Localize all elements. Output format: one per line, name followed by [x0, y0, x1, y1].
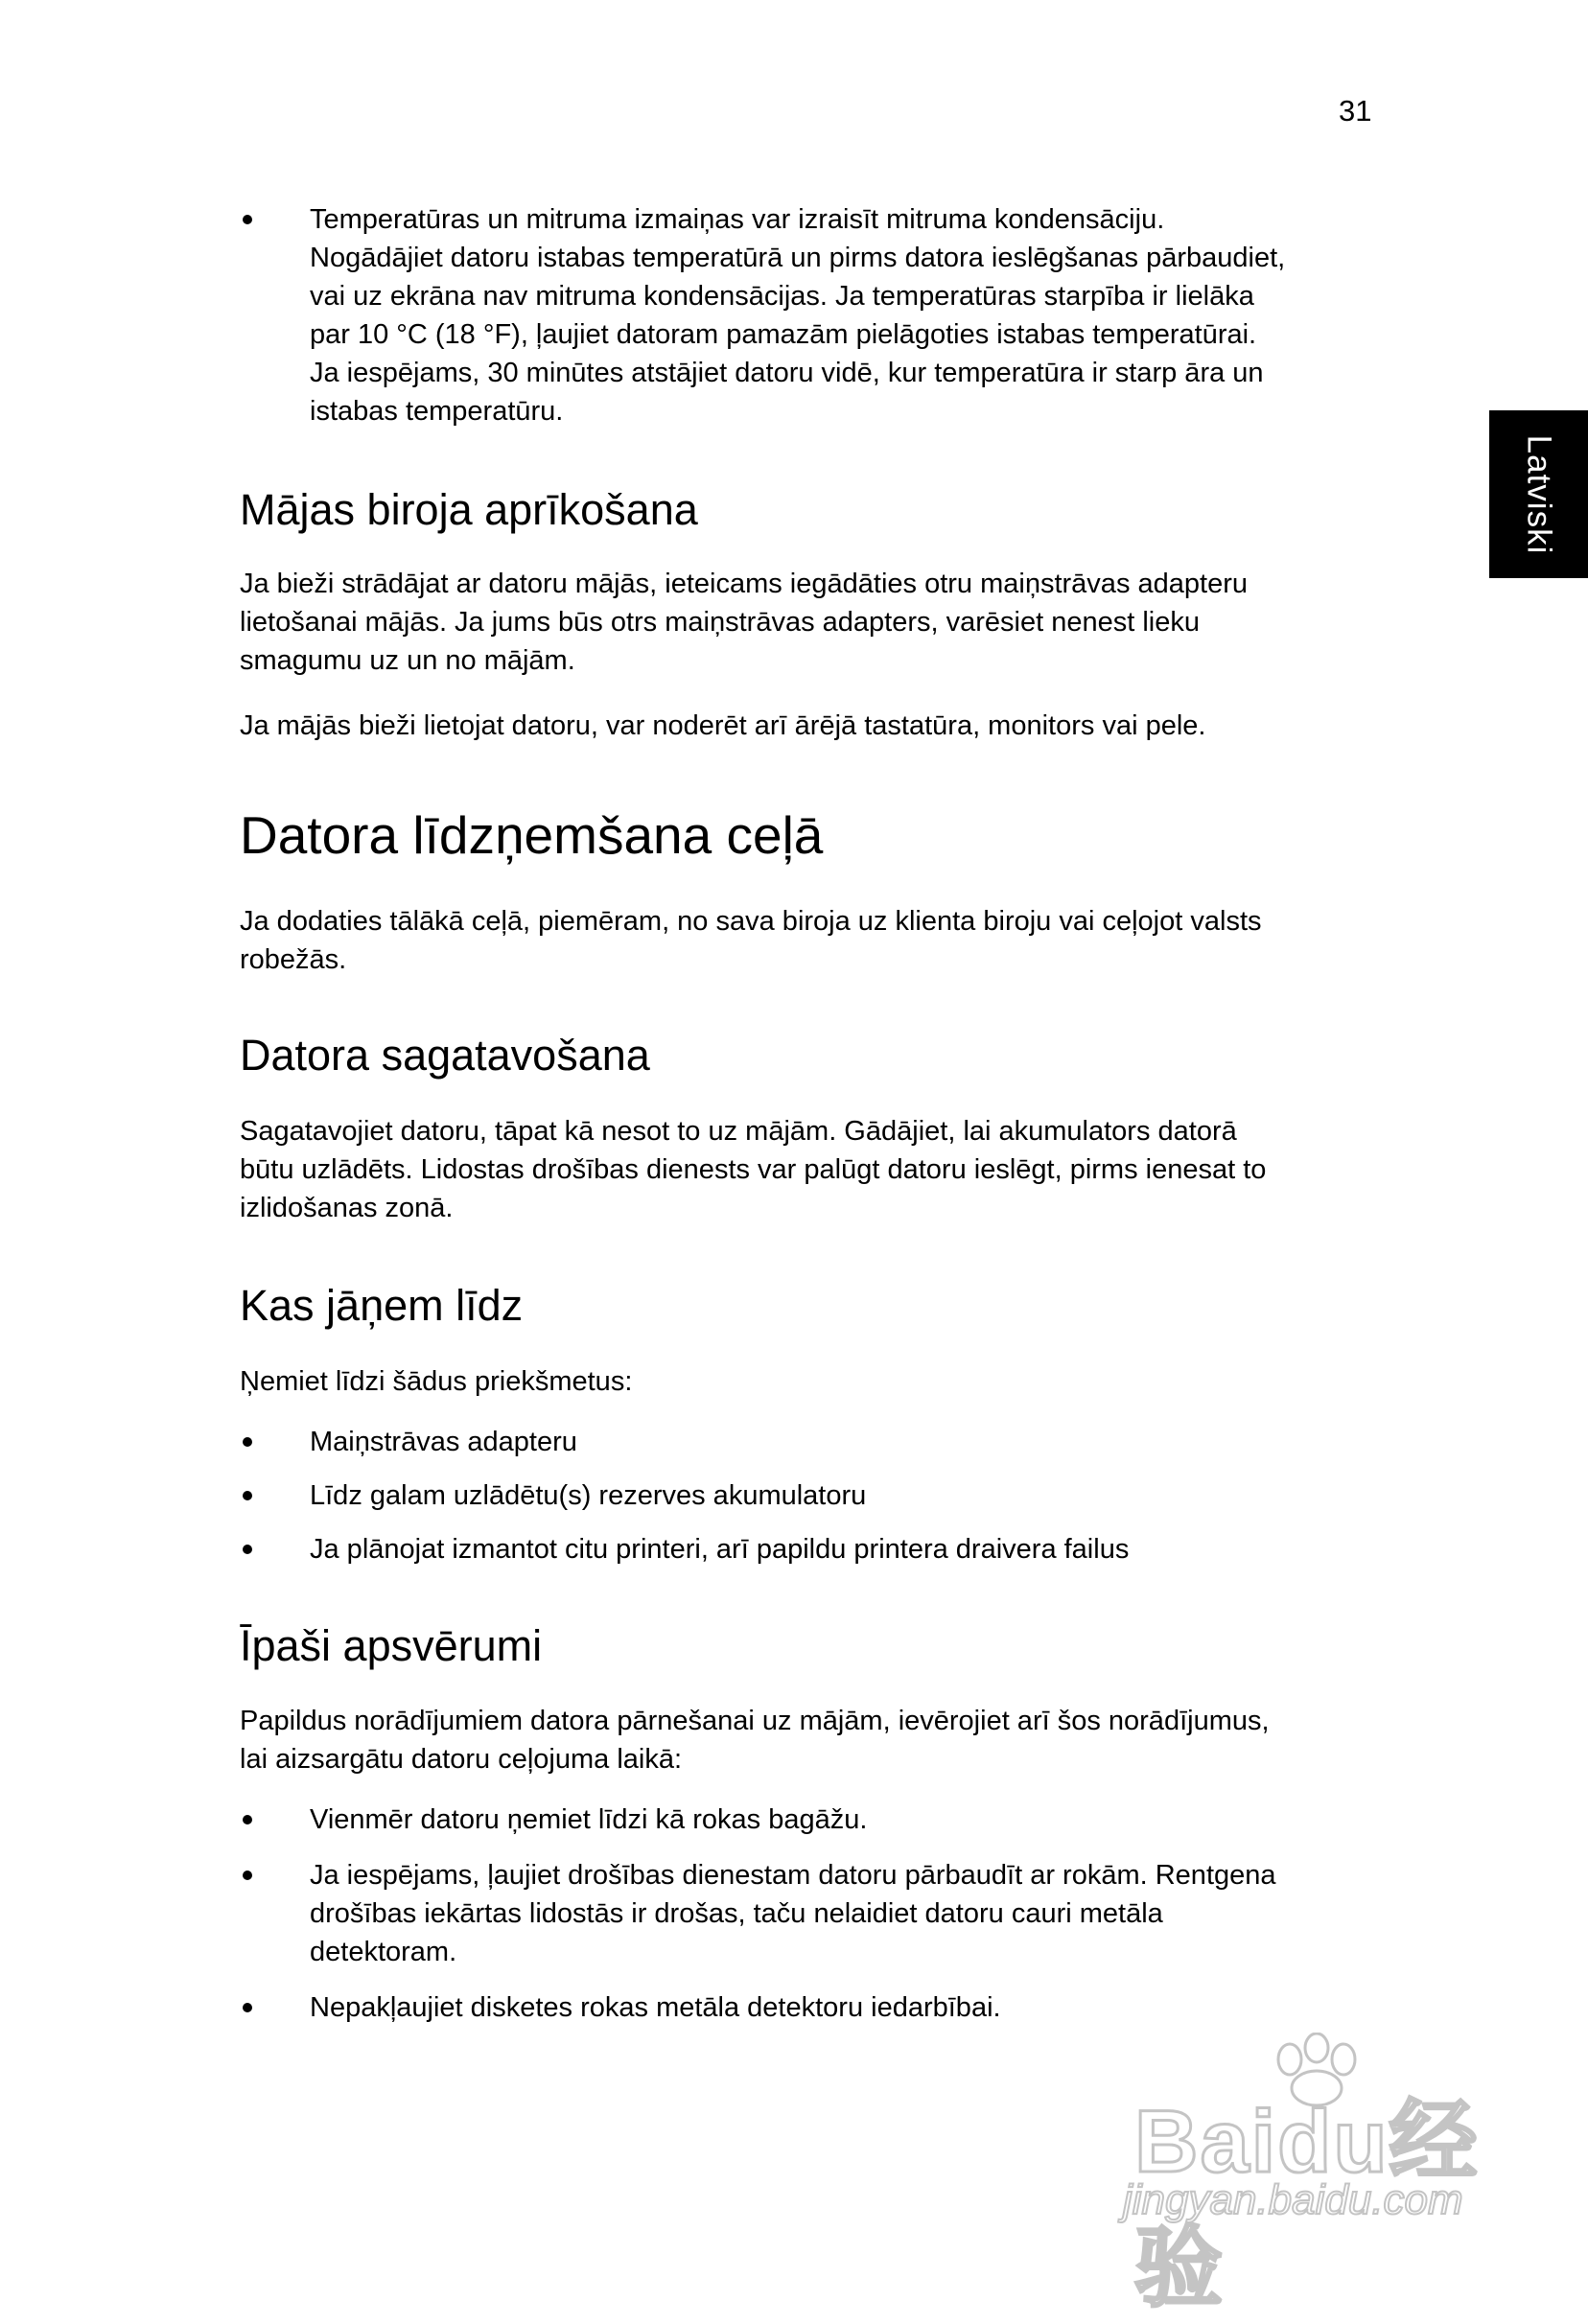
- list-item-text: Ja plānojat izmantot citu printeri, arī papildu printera draivera failus: [310, 1534, 1130, 1565]
- special-list: [240, 1801, 1381, 2027]
- list-item: [240, 1423, 1381, 1461]
- heading-home-office: Mājas biroja aprīkošana: [240, 485, 698, 534]
- bullet-icon: [243, 1871, 252, 1880]
- bullet-icon: [243, 1437, 252, 1447]
- heading-travel: Datora līdzņemšana ceļā: [240, 805, 824, 865]
- bullet-icon: [243, 1815, 252, 1824]
- list-item: [240, 1476, 1381, 1515]
- bullet-icon: [243, 1491, 252, 1500]
- language-tab: [1489, 410, 1588, 578]
- list-item: [240, 1856, 1381, 1971]
- home-office-paragraph-2: Ja mājās bieži lietojat datoru, var noderēt arī ārējā tastatūra, monitors vai pele.: [240, 710, 1206, 741]
- baidu-watermark: [1117, 2033, 1501, 2317]
- special-intro: Papildus norādījumiem datora pārnešanai uz mājām, ievērojiet arī šos norādījumus, lai aizsargātu datoru ceļojuma laikā:: [240, 1706, 1270, 1775]
- heading-special: Īpaši apsvērumi: [240, 1621, 543, 1670]
- intro-bullet-list: [240, 200, 1381, 430]
- bullet-icon: [243, 215, 252, 224]
- list-item: [240, 200, 1381, 430]
- heading-preparing: Datora sagatavošana: [240, 1031, 650, 1080]
- list-item: [240, 1801, 1381, 1839]
- bullet-icon: [243, 1545, 252, 1554]
- watermark-url: jingyan.baidu.com: [1123, 2176, 1463, 2223]
- list-item-text: Vienmēr datoru ņemiet līdzi kā rokas bagāžu.: [310, 1804, 868, 1835]
- list-item-text: Maiņstrāvas adapteru: [310, 1427, 577, 1457]
- heading-what-to-take: Kas jāņem līdz: [240, 1281, 524, 1330]
- bullet-icon: [243, 2003, 252, 2012]
- preparing-paragraph: Sagatavojiet datoru, tāpat kā nesot to uz mājām. Gādājiet, lai akumulators datorā būtu uzlādēts. Lidostas drošības dienests var palūgt datoru ieslēgt, pirms ienesat to izlidošanas zonā.: [240, 1116, 1267, 1223]
- page-number: 31: [1339, 94, 1372, 128]
- list-item-text: Nepakļaujiet disketes rokas metāla detektoru iedarbībai.: [310, 1992, 1001, 2023]
- list-item-text: Ja iespējams, ļaujiet drošības dienestam datoru pārbaudīt ar rokām. Rentgena drošības iekārtas lidostās ir drošas, taču nelaidiet datoru cauri metāla detektoram.: [310, 1860, 1276, 1967]
- watermark-brand: Baidu经验: [1134, 2093, 1480, 2317]
- list-item-text: Līdz galam uzlādētu(s) rezerves akumulatoru: [310, 1480, 867, 1511]
- home-office-paragraph-1: Ja bieži strādājat ar datoru mājās, ieteicams iegādāties otru maiņstrāvas adapteru lietošanai mājās. Ja jums būs otrs maiņstrāvas adapters, varēsiet nenest lieku smagumu uz un no mājām.: [240, 569, 1248, 676]
- what-to-take-list: [240, 1423, 1381, 1569]
- what-to-take-intro: Ņemiet līdzi šādus priekšmetus:: [240, 1366, 633, 1397]
- list-item: [240, 1988, 1381, 2027]
- language-tab-label: Latviski: [1520, 434, 1558, 554]
- list-item-text: Temperatūras un mitruma izmaiņas var izraisīt mitruma kondensāciju. Nogādājiet datoru istabas temperatūrā un pirms datora ieslēgšanas pārbaudiet, vai uz ekrāna nav mitruma kondensācijas. Ja temperatūras starpība ir lielāka par 10 °C (18 °F), ļaujiet datoram pamazām pielāgoties istabas temperatūrai. Ja iespējams, 30 minūtes atstājiet datoru vidē, kur temperatūra ir starp āra un istabas temperatūru.: [310, 204, 1286, 427]
- list-item: [240, 1530, 1381, 1569]
- travel-intro: Ja dodaties tālākā ceļā, piemēram, no sava biroja uz klienta biroju vai ceļojot valsts robežās.: [240, 906, 1262, 975]
